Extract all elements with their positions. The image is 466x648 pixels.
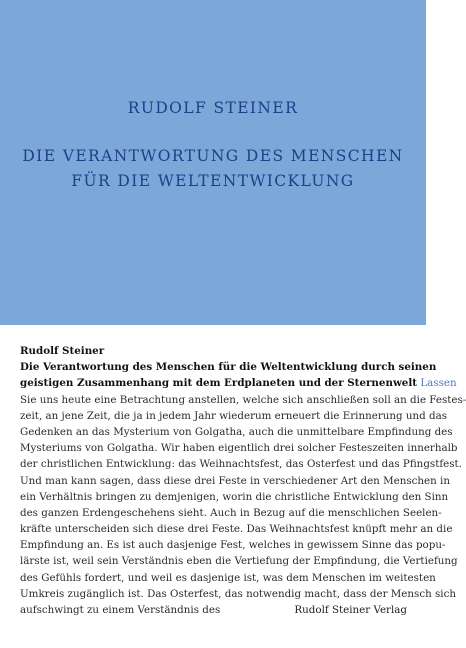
cover-title-line-1: DIE VERANTWORTUNG DES MENSCHEN	[22, 147, 404, 165]
publisher-name: Rudolf Steiner Verlag	[294, 604, 407, 616]
blurb-line: Gedenken an das Mysterium von Golgatha, auch die unmittelbare Empfindung des	[20, 425, 453, 438]
cover-title-panel	[0, 0, 426, 325]
blurb-line: des ganzen Erdengeschehens sieht. Auch in Bezug auf die menschlichen Seelen-	[20, 506, 442, 519]
cover-author: RUDOLF STEINER	[127, 99, 299, 117]
blurb-line: Und man kann sagen, dass diese drei Feste in verschiedener Art den Menschen in	[20, 474, 450, 487]
blurb-line: ein Verhältnis bringen zu demjenigen, worin die christliche Entwicklung den Sinn	[20, 490, 449, 503]
blurb-line: des Gefühls fordert, und weil es dasjenige ist, was dem Menschen im weitesten	[20, 571, 436, 584]
blurb-line: Empfindung an. Es ist auch dasjenige Fest, welches in gewissem Sinne das popu-	[20, 539, 446, 552]
blurb-author: Rudolf Steiner	[20, 345, 105, 357]
blurb-final-line: aufschwingt zu einem Verständnis des	[20, 604, 221, 616]
blurb-line: Mysteriums von Golgatha. Wir haben eigentlich drei solcher Festeszeiten innerhalb	[20, 442, 458, 455]
blurb-line: kräfte unterscheiden sich diese drei Feste. Das Weihnachtsfest knüpft mehr an die	[20, 523, 453, 536]
cover-title-line-2: FÜR DIE WELTENTWICKLUNG	[71, 172, 355, 190]
blurb-line: der christlichen Entwicklung: das Weihnachtsfest, das Osterfest und das Pfingstfest.	[20, 458, 462, 471]
blurb-subtitle-line-2: geistigen Zusammenhang mit dem Erdplaneten und der Sternenwelt	[20, 377, 418, 390]
blurb-line: Umkreis zugänglich ist. Das Osterfest, das notwendig macht, dass der Mensch sich	[20, 587, 456, 600]
blurb-line: lärste ist, weil sein Verständnis eben die Vertiefung der Empfindung, die Vertiefung	[20, 555, 458, 568]
blurb-subtitle-row	[20, 375, 457, 391]
blurb-last-row	[20, 602, 407, 618]
blurb-text	[20, 343, 466, 618]
blurb-line: Sie uns heute eine Betrachtung anstellen, welche sich anschließen soll an die Festes-	[20, 393, 466, 406]
blurb-lassen: Lassen	[420, 377, 457, 390]
blurb-line: zeit, an jene Zeit, die ja in jedem Jahr wiederum erneuert die Erinnerung und das	[20, 409, 448, 422]
blurb-subtitle-line-1: Die Verantwortung des Menschen für die Weltentwicklung durch seinen	[20, 361, 437, 374]
